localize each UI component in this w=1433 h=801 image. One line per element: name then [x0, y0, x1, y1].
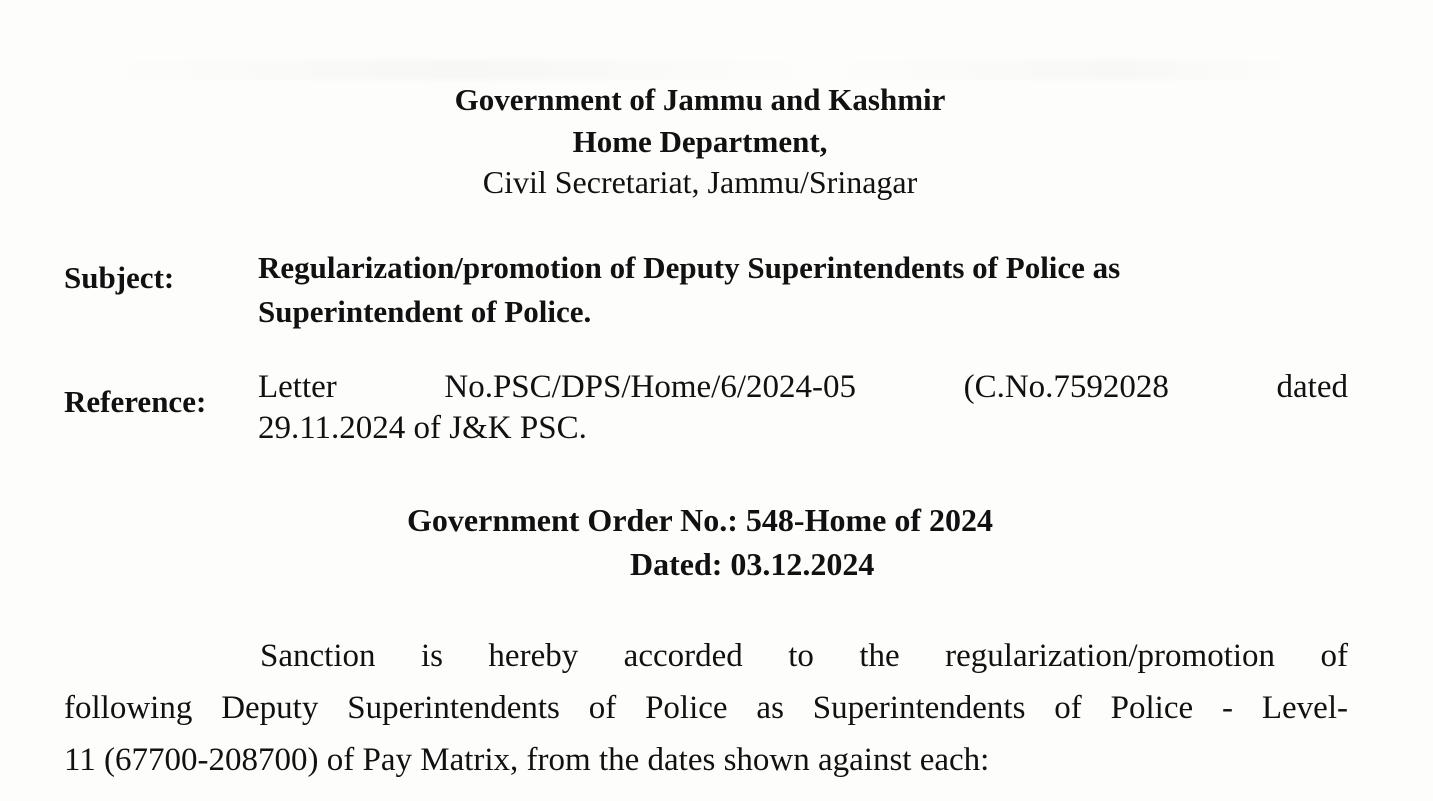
department-title: Home Department,: [572, 124, 828, 159]
order-date-text: Dated: 03.12.2024: [630, 546, 875, 582]
secretariat-title: Civil Secretariat, Jammu/Srinagar: [482, 164, 918, 200]
order-number-text: Government Order No.: 548-Home of 2024: [407, 502, 993, 538]
reference-case-number: (C.No.7592028: [963, 369, 1169, 405]
reference-word-letter: Letter: [258, 369, 337, 405]
reference-label: Reference:: [64, 384, 207, 419]
scan-artifact: [100, 60, 1300, 80]
department-heading: [0, 124, 1400, 160]
body-line-2: following Deputy Superintendents of Police as Superintendents of Police - Level-: [64, 690, 1348, 726]
secretariat-heading: [0, 164, 1400, 201]
reference-word-dated: dated: [1276, 369, 1348, 405]
government-heading: [0, 82, 1400, 118]
government-title: Government of Jammu and Kashmir: [454, 82, 946, 117]
body-line-1: Sanction is hereby accorded to the regularization/promotion of: [260, 638, 1348, 674]
order-number: [0, 502, 1400, 539]
order-body: [64, 630, 1348, 786]
subject-text: [258, 246, 1348, 334]
reference-text: [258, 366, 1348, 448]
order-date: [630, 546, 1230, 583]
reference-line-2: 29.11.2024 of J&K PSC.: [258, 410, 587, 446]
body-line-3: 11 (67700-208700) of Pay Matrix, from the dates shown against each:: [64, 742, 990, 778]
reference-line-1: [258, 366, 1348, 408]
subject-line-2: Superintendent of Police.: [258, 294, 592, 329]
subject-label: Subject:: [64, 260, 175, 295]
subject-line-1: Regularization/promotion of Deputy Superintendents of Police as: [258, 250, 1121, 285]
reference-letter-number: No.PSC/DPS/Home/6/2024-05: [444, 369, 857, 405]
